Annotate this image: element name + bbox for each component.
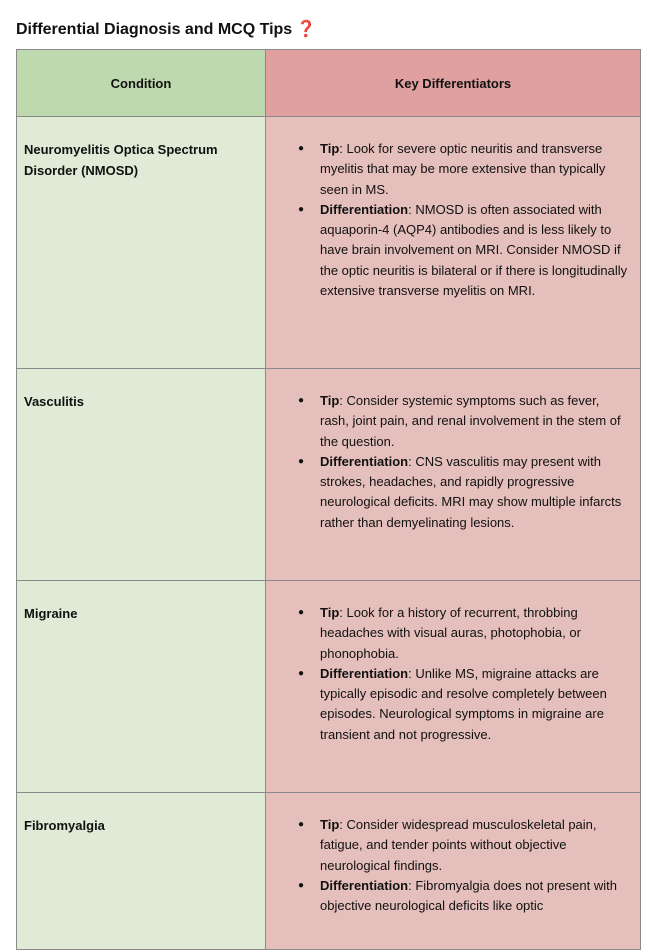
differentiation-text: : Fibromyalgia does not present with objective neurological deficits like optic — [320, 877, 617, 914]
differentiation-item — [266, 876, 630, 917]
differentiation-label: Differentiation — [320, 665, 409, 681]
differentiation-item — [266, 200, 630, 301]
tip-item — [266, 139, 630, 200]
differentiation-label: Differentiation — [320, 453, 409, 469]
tip-label: Tip — [320, 605, 340, 620]
tip-item — [266, 815, 630, 876]
bullet-list — [266, 139, 630, 301]
tip-label: Tip — [320, 141, 340, 156]
header-key-differentiators: Key Differentiators — [266, 50, 641, 117]
differentiators-cell — [266, 581, 641, 793]
condition-cell: Neuromyelitis Optica Spectrum Disorder (NMOSD) — [17, 117, 266, 369]
condition-cell: Migraine — [17, 581, 266, 793]
tip-text: : Look for a history of recurrent, throbbing headaches with visual auras, photophobia, or phonophobia. — [320, 605, 581, 661]
page-title-text: Differential Diagnosis and MCQ Tips — [16, 21, 293, 38]
tip-label: Tip — [320, 393, 340, 408]
tip-item — [266, 603, 630, 664]
table-header-row — [17, 50, 641, 117]
differentiation-item — [266, 452, 630, 533]
bullet-list — [266, 815, 630, 916]
header-condition: Condition — [17, 50, 266, 117]
differentiation-item — [266, 664, 630, 745]
question-mark-icon: ❓ — [296, 21, 317, 38]
page-title — [16, 19, 316, 39]
differentiation-text: : NMOSD is often associated with aquaporin-4 (AQP4) antibodies and is less likely to have brain involvement on MRI. Consider NMOSD if the optic neuritis is bilateral or if there is longitudinally extensive transverse myelitis on MRI. — [320, 201, 628, 299]
condition-cell: Vasculitis — [17, 369, 266, 581]
tip-item — [266, 391, 630, 452]
tip-text: : Consider widespread musculoskeletal pain, fatigue, and tender points without objective neurological findings. — [320, 817, 597, 873]
differentiation-text: : Unlike MS, migraine attacks are typically episodic and resolve completely between episodes. Neurological symptoms in migraine are transient and not progressive. — [320, 665, 607, 742]
tip-text: : Look for severe optic neuritis and transverse myelitis that may be more extensive than typically seen in MS. — [320, 141, 606, 197]
condition-cell: Fibromyalgia — [17, 793, 266, 950]
differentiators-cell — [266, 369, 641, 581]
tip-text: : Consider systemic symptoms such as fever, rash, joint pain, and renal involvement in the stem of the question. — [320, 393, 621, 449]
bullet-list — [266, 391, 630, 533]
table-row — [17, 581, 641, 793]
table-row — [17, 369, 641, 581]
bullet-list — [266, 603, 630, 745]
differentiation-text: : CNS vasculitis may present with strokes, headaches, and rapidly progressive neurological deficits. MRI may show multiple infarcts rather than demyelinating lesions. — [320, 453, 622, 530]
table-row — [17, 117, 641, 369]
differentiation-label: Differentiation — [320, 201, 409, 217]
differential-table — [16, 49, 641, 950]
differentiators-cell — [266, 117, 641, 369]
differentiation-label: Differentiation — [320, 877, 409, 893]
table-row — [17, 793, 641, 950]
tip-label: Tip — [320, 817, 340, 832]
differentiators-cell — [266, 793, 641, 950]
